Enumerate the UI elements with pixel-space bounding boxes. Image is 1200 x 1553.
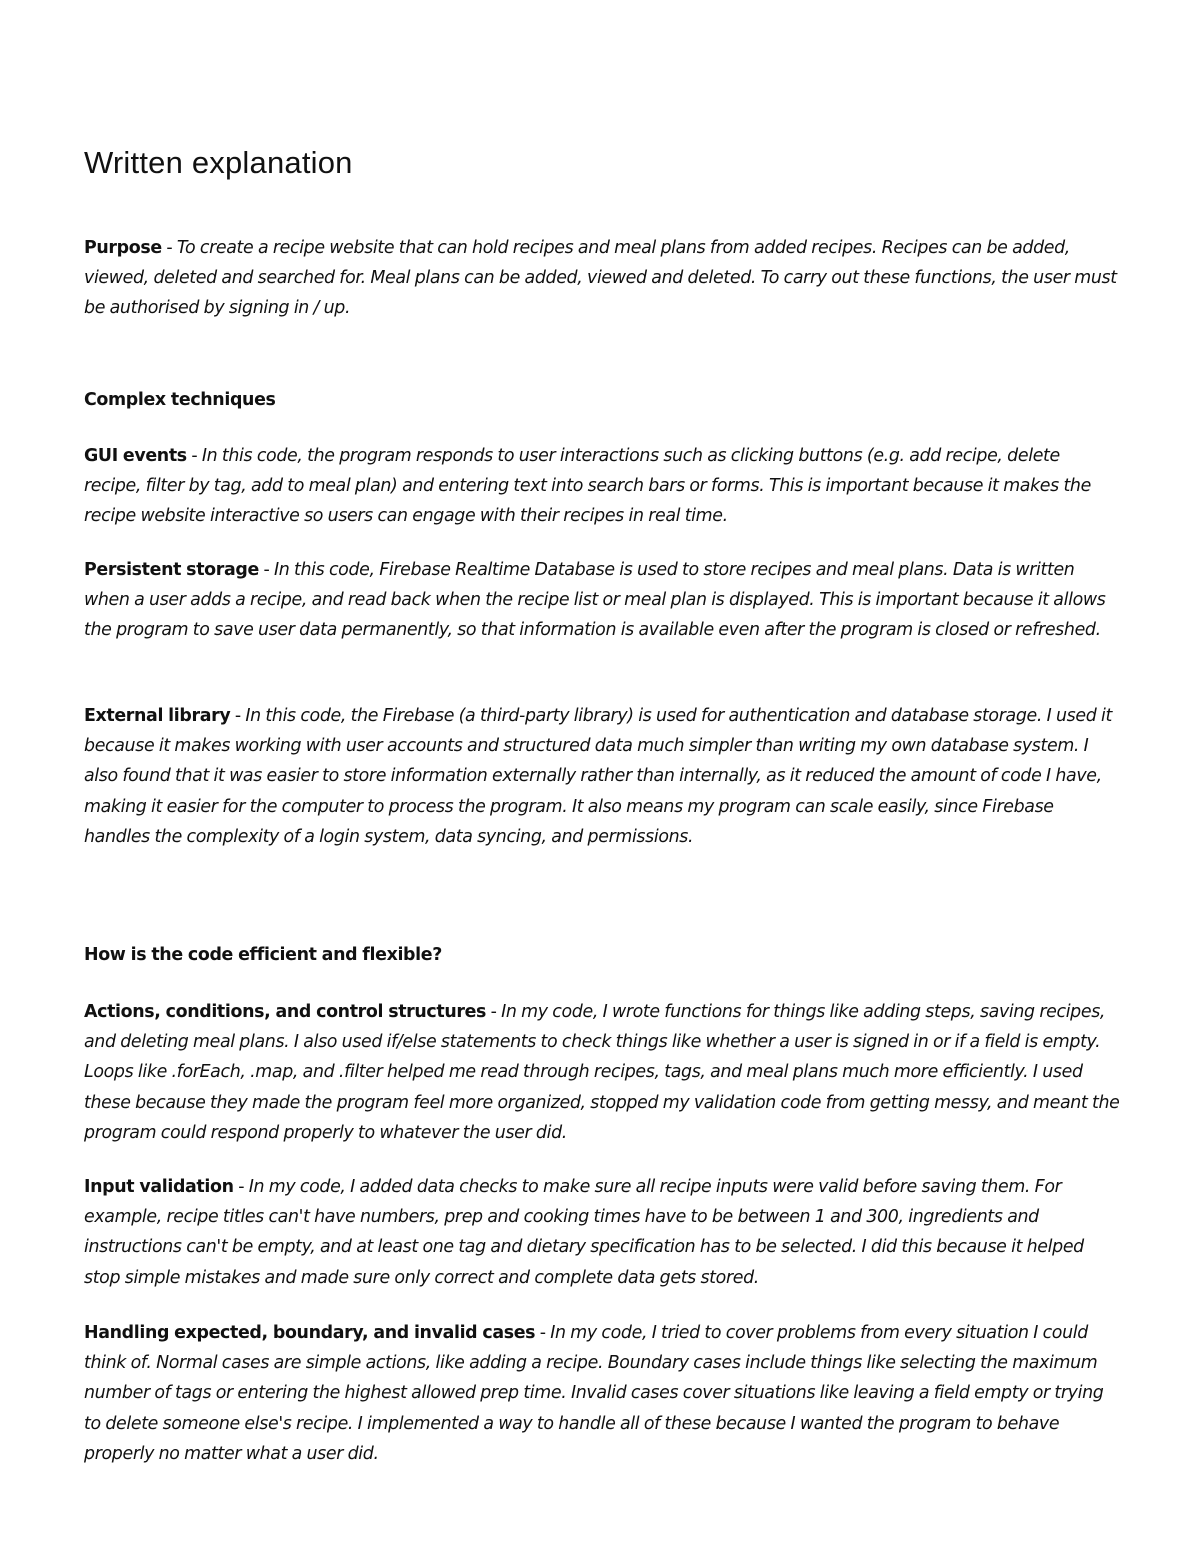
section-heading-efficient-flexible: How is the code efficient and flexible? xyxy=(84,945,442,965)
document-title: Written explanation xyxy=(84,145,353,180)
separator: - xyxy=(230,706,246,726)
separator: - xyxy=(186,446,202,466)
separator: - xyxy=(233,1177,249,1197)
paragraph-gui-events xyxy=(84,441,1120,532)
text-control-structures: In my code, I wrote functions for things like adding steps, saving recipes, and deleting meal plans. I also used if/else statements to check things like whether a user is signed in or if a field is empty. Loops like .forEach, .map, and .filter helped me read through recipes, tags, and meal plans much more efficiently. I used these because they made the program feel more organized, stopped my validation code from getting messy, and meant the program could respond properly to whatever the user did. xyxy=(84,1002,1120,1143)
text-handling-cases: In my code, I tried to cover problems from every situation I could think of. Normal cases are simple actions, like adding a recipe. Boundary cases include things like selecting the maximum number of tags or entering the highest allowed prep time. Invalid cases cover situations like leaving a field empty or trying to delete someone else's recipe. I implemented a way to handle all of these because I wanted the program to behave properly no matter what a user did. xyxy=(84,1323,1104,1464)
term-external-library: External library xyxy=(84,706,231,726)
separator: - xyxy=(486,1002,502,1022)
term-handling-cases: Handling expected, boundary, and invalid cases xyxy=(84,1323,536,1343)
paragraph-external-library xyxy=(84,701,1120,852)
paragraph-input-validation xyxy=(84,1172,1120,1293)
term-control-structures: Actions, conditions, and control structures xyxy=(84,1002,487,1022)
section-heading-complex-techniques: Complex techniques xyxy=(84,390,276,410)
term-gui-events: GUI events xyxy=(84,446,187,466)
purpose-paragraph xyxy=(84,233,1120,324)
paragraph-control-structures xyxy=(84,997,1120,1148)
separator: - xyxy=(535,1323,551,1343)
term-input-validation: Input validation xyxy=(84,1177,234,1197)
purpose-text: To create a recipe website that can hold recipes and meal plans from added recipes. Recipes can be added, viewed, deleted and searched for. Meal plans can be added, viewed and deleted. To carry out these functions, the user must be authorised by signing in / up. xyxy=(84,238,1117,319)
text-input-validation: In my code, I added data checks to make sure all recipe inputs were valid before saving them. For example, recipe titles can't have numbers, prep and cooking times have to be between 1 and 300, ingredients and instructions can't be empty, and at least one tag and dietary specification has to be selected. I did this because it helped stop simple mistakes and made sure only correct and complete data gets stored. xyxy=(84,1177,1084,1288)
term-persistent-storage: Persistent storage xyxy=(84,560,259,580)
separator: - xyxy=(258,560,274,580)
text-gui-events: In this code, the program responds to user interactions such as clicking buttons (e.g. add recipe, delete recipe, filter by tag, add to meal plan) and entering text into search bars or forms. This is important because it makes the recipe website interactive so users can engage with their recipes in real time. xyxy=(84,446,1091,527)
paragraph-persistent-storage xyxy=(84,555,1120,646)
separator: - xyxy=(161,238,177,258)
purpose-term: Purpose xyxy=(84,238,162,258)
text-persistent-storage: In this code, Firebase Realtime Database is used to store recipes and meal plans. Data is written when a user adds a recipe, and read back when the recipe list or meal plan is displayed. This is important because it allows the program to save user data permanently, so that information is available even after the program is closed or refreshed. xyxy=(84,560,1106,641)
text-external-library: In this code, the Firebase (a third-party library) is used for authentication and database storage. I used it because it makes working with user accounts and structured data much simpler than writing my own database system. I also found that it was easier to store information externally rather than internally, as it reduced the amount of code I have, making it easier for the computer to process the program. It also means my program can scale easily, since Firebase handles the complexity of a login system, data syncing, and permissions. xyxy=(84,706,1112,847)
paragraph-handling-cases xyxy=(84,1318,1120,1469)
